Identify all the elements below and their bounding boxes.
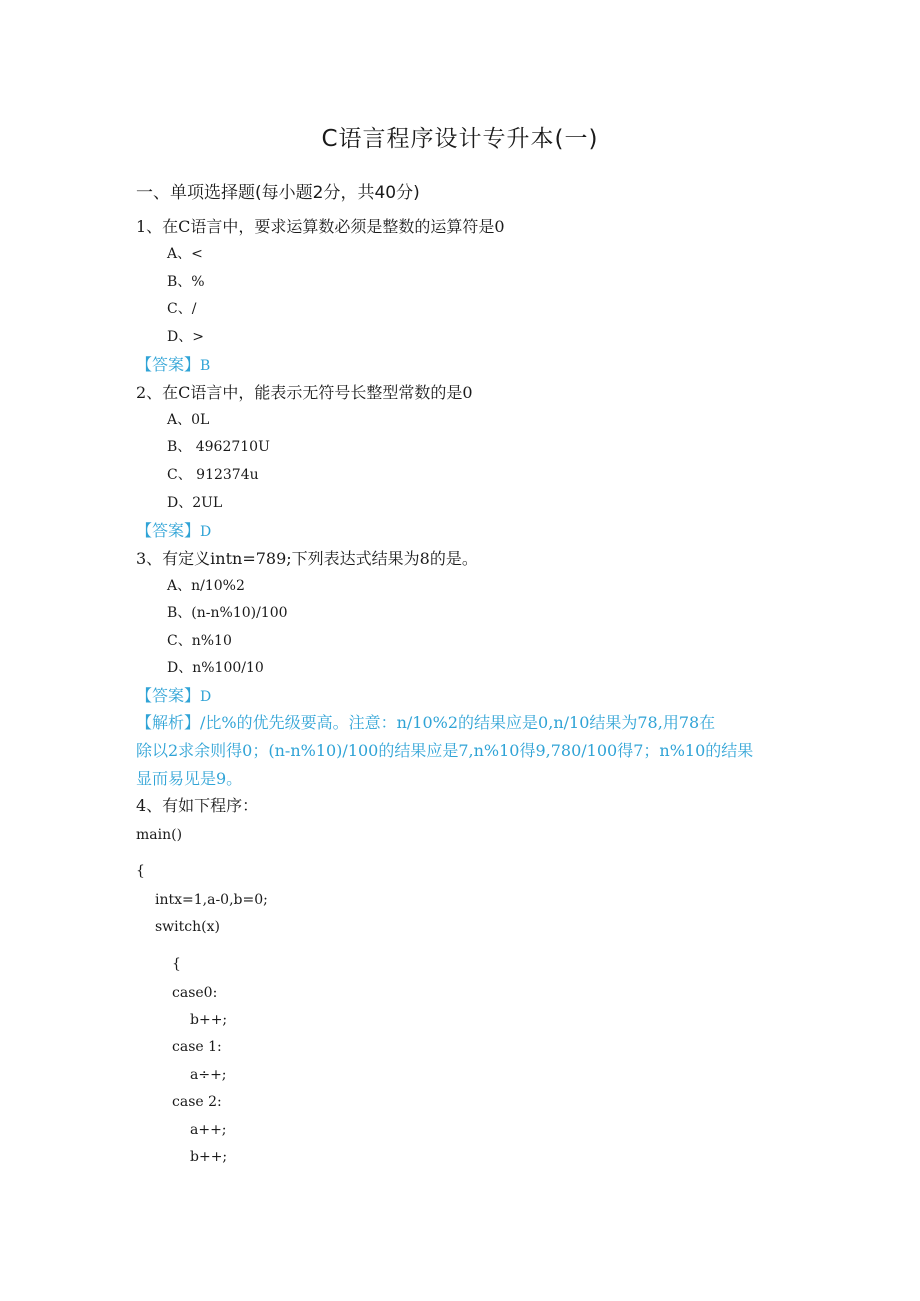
question-1-option-b: B、% bbox=[167, 274, 205, 290]
code-line: case0: bbox=[172, 985, 218, 1001]
question-2-option-c: C、 912374u bbox=[167, 467, 259, 483]
question-2-stem: 2、在C语言中，能表示无符号长整型常数的是0 bbox=[136, 383, 473, 402]
answer-value: B bbox=[200, 358, 211, 374]
question-1-stem: 1、在C语言中，要求运算数必须是整数的运算符是0 bbox=[136, 217, 505, 236]
question-2-option-d: D、2UL bbox=[167, 495, 223, 511]
code-line: { bbox=[172, 956, 181, 972]
question-2-option-a: A、0L bbox=[167, 412, 210, 428]
code-line: b++; bbox=[190, 1149, 228, 1165]
explanation-label: 【解析】 bbox=[136, 713, 201, 732]
question-3-explanation-line-2: 除以2求余则得0；(n-n%10)/100的结果应是7,n%10得9,780/100得7；n%10的结果 bbox=[136, 741, 754, 760]
answer-label: 【答案】 bbox=[136, 686, 201, 705]
code-line: intx=1,a-0,b=0; bbox=[155, 892, 268, 908]
question-3-explanation-line-3: 显而易见是9。 bbox=[136, 769, 243, 788]
page-title: C语言程序设计专升本(一) bbox=[321, 126, 599, 152]
question-3-explanation-line-1 bbox=[136, 715, 715, 731]
question-1-option-d: D、> bbox=[167, 329, 204, 345]
code-line: b++; bbox=[190, 1012, 228, 1028]
code-line: switch(x) bbox=[155, 919, 220, 935]
question-4-stem: 4、有如下程序： bbox=[136, 796, 259, 815]
code-line: case 1: bbox=[172, 1039, 222, 1055]
code-line: a÷+; bbox=[190, 1067, 227, 1083]
section-heading: 一、单项选择题(每小题2分，共40分) bbox=[136, 183, 420, 203]
question-2-option-b: B、 4962710U bbox=[167, 439, 270, 455]
question-3-answer bbox=[136, 688, 211, 704]
code-line: case 2: bbox=[172, 1094, 222, 1110]
question-3-option-c: C、n%10 bbox=[167, 633, 232, 649]
answer-value: D bbox=[200, 689, 212, 705]
question-2-answer bbox=[136, 523, 211, 539]
explanation-text: /比%的优先级要高。注意：n/10%2的结果应是0,n/10结果为78,用78在 bbox=[200, 713, 716, 732]
question-1-answer bbox=[136, 357, 210, 373]
answer-label: 【答案】 bbox=[136, 521, 201, 540]
answer-value: D bbox=[200, 524, 212, 540]
code-line: { bbox=[136, 863, 145, 879]
question-3-option-d: D、n%100/10 bbox=[167, 660, 264, 676]
question-3-option-a: A、n/10%2 bbox=[167, 578, 245, 594]
code-line: a++; bbox=[190, 1122, 227, 1138]
question-1-option-a: A、< bbox=[167, 246, 203, 262]
question-1-option-c: C、/ bbox=[167, 301, 197, 317]
answer-label: 【答案】 bbox=[136, 355, 201, 374]
code-line: main() bbox=[136, 827, 183, 843]
question-3-stem: 3、有定义intn=789;下列表达式结果为8的是。 bbox=[136, 549, 478, 568]
question-3-option-b: B、(n-n%10)/100 bbox=[167, 605, 288, 621]
